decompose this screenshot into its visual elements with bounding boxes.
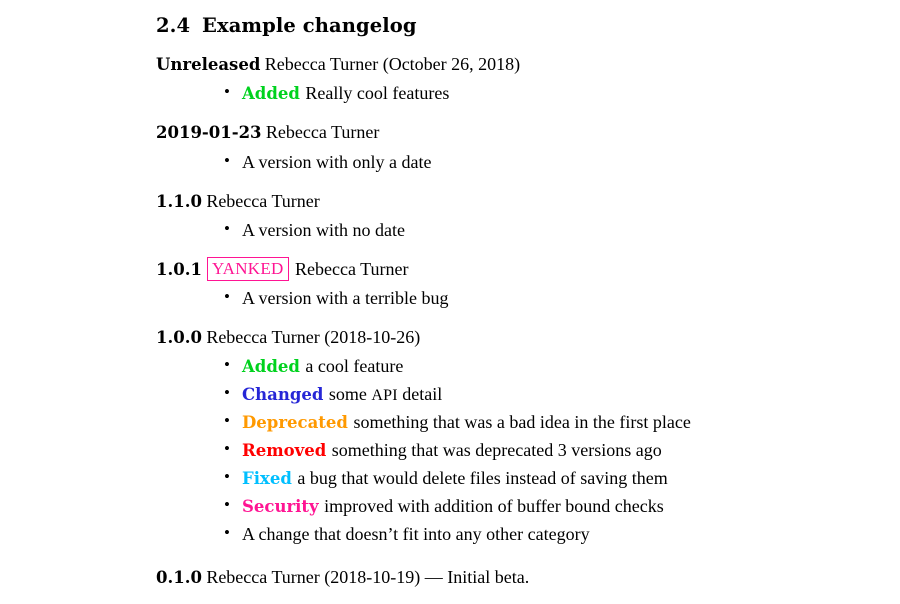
change-text-api: API xyxy=(371,387,398,405)
changelog-entry xyxy=(156,256,860,313)
list-item xyxy=(224,465,860,493)
list-item xyxy=(224,521,860,549)
entry-version: 1.0.1 xyxy=(156,259,202,279)
change-tag: Removed xyxy=(242,441,327,461)
document-body xyxy=(156,14,860,590)
entry-header xyxy=(156,119,860,145)
change-text: Really cool features xyxy=(305,83,450,104)
list-item xyxy=(224,493,860,521)
entry-version: 1.1.0 xyxy=(156,191,202,211)
change-text: A version with only a date xyxy=(242,151,432,172)
change-tag: Security xyxy=(242,496,319,516)
changelog-entry xyxy=(156,188,860,245)
list-item xyxy=(224,409,860,437)
change-text: a cool feature xyxy=(305,356,404,377)
entry-version: 0.1.0 xyxy=(156,567,202,587)
entry-version: 2019-01-23 xyxy=(156,123,262,143)
list-item xyxy=(224,149,860,177)
entry-author: Rebecca Turner xyxy=(295,258,409,279)
changelog-entry xyxy=(156,324,860,549)
change-tag: Changed xyxy=(242,385,324,405)
entry-author: Rebecca Turner xyxy=(206,190,320,211)
entry-author: Rebecca Turner (2018-10-26) xyxy=(206,327,421,348)
change-text: something that was a bad idea in the first place xyxy=(353,412,691,433)
change-text: a bug that would delete files instead of saving them xyxy=(297,468,668,488)
change-list xyxy=(156,285,860,313)
changelog-entry xyxy=(156,51,860,108)
entry-author: Rebecca Turner (2018-10-19) — Initial beta. xyxy=(206,566,530,587)
change-text: something that was deprecated 3 versions ago xyxy=(331,440,662,461)
list-item xyxy=(224,217,860,245)
entry-author: Rebecca Turner xyxy=(265,122,380,143)
change-text: A change that doesn’t fit into any other category xyxy=(242,523,590,544)
entry-header xyxy=(156,188,860,214)
change-tag: Added xyxy=(242,357,300,377)
change-text: A version with a terrible bug xyxy=(242,288,449,309)
entry-header xyxy=(156,51,860,77)
change-text: some API detail xyxy=(328,384,443,405)
change-tag: Added xyxy=(242,84,300,104)
entry-header xyxy=(156,256,860,282)
section-title: Example changelog xyxy=(202,14,417,37)
list-item xyxy=(224,285,860,313)
change-list xyxy=(156,353,860,548)
entry-version: 1.0.0 xyxy=(156,328,202,348)
changelog-entry xyxy=(156,119,860,176)
section-number: 2.4 xyxy=(156,14,191,37)
change-list xyxy=(156,149,860,177)
page-title xyxy=(156,14,860,37)
changelog-entry xyxy=(156,564,860,590)
change-list xyxy=(156,217,860,245)
entry-version: Unreleased xyxy=(156,55,261,74)
change-tag: Deprecated xyxy=(242,413,348,433)
list-item xyxy=(224,353,860,381)
change-list xyxy=(156,80,860,108)
change-text: improved with addition of buffer bound checks xyxy=(324,495,664,516)
entry-author: Rebecca Turner (October 26, 2018) xyxy=(264,54,521,74)
entry-header xyxy=(156,324,860,350)
status-badge: YANKED xyxy=(207,257,289,281)
entry-header xyxy=(156,564,860,590)
change-tag: Fixed xyxy=(242,469,292,488)
list-item xyxy=(224,381,860,409)
list-item xyxy=(224,80,860,108)
change-text: A version with no date xyxy=(242,219,405,240)
list-item xyxy=(224,437,860,465)
